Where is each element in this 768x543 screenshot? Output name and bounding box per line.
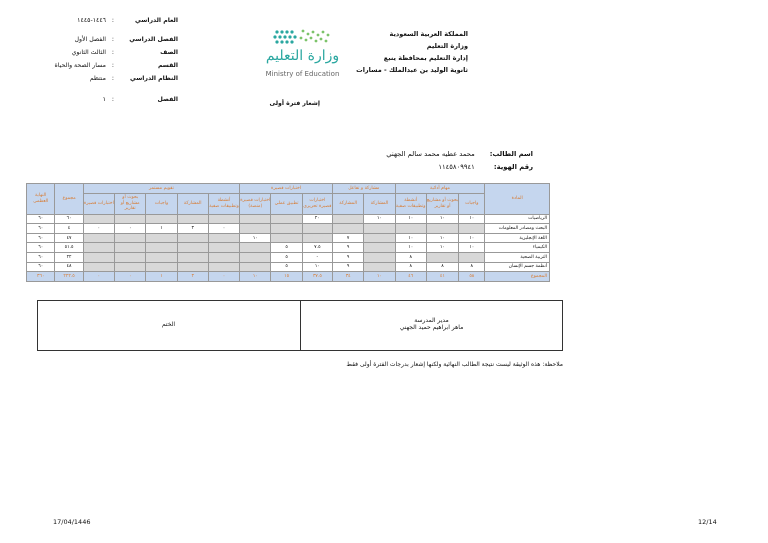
grade-cell xyxy=(364,233,395,243)
grade-cell: ١٠ xyxy=(240,233,271,243)
col-group-header: مشاركة و تفاعل xyxy=(333,184,396,194)
grade-cell: ١٠ xyxy=(426,243,458,253)
print-date: 17/04/1446 xyxy=(53,518,91,526)
info-colon: : xyxy=(111,49,114,56)
total-cell: ٠ xyxy=(83,272,114,282)
grade-cell xyxy=(83,262,114,272)
grade-cell: ٤٨ xyxy=(55,262,83,272)
col-group-header: اختبارات قصيرة xyxy=(240,184,333,194)
info-colon: : xyxy=(111,36,114,43)
grade-cell: ٨ xyxy=(395,262,426,272)
subject-cell: الكيمياء xyxy=(485,243,550,253)
grade-cell xyxy=(364,224,395,234)
table-row xyxy=(27,224,550,234)
student-id-label: رقم الهوية: xyxy=(493,163,533,171)
grade-cell: ٥١.٥ xyxy=(55,243,83,253)
total-cell: ٣٦٠ xyxy=(27,272,55,282)
grade-cell xyxy=(115,214,146,224)
school-line: ثانوية الوليد بن عبدالملك - مسارات xyxy=(356,66,468,74)
grade-cell xyxy=(208,233,239,243)
grade-cell: ٨ xyxy=(459,262,485,272)
subject-cell: اللغة الإنجليزية xyxy=(485,233,550,243)
academic-info-row xyxy=(58,33,178,46)
col-total: مجموع xyxy=(55,184,83,215)
grade-cell xyxy=(426,224,458,234)
grade-cell: ٩ xyxy=(333,243,364,253)
grade-cell: ١٠ xyxy=(459,214,485,224)
info-value: مسار الصحة والحياة xyxy=(54,62,106,69)
stamp-label: الختم xyxy=(161,321,176,328)
grade-cell: ٦٠ xyxy=(27,233,55,243)
grade-cell: ٦٠ xyxy=(27,214,55,224)
grade-cell xyxy=(333,214,364,224)
col-sub-header: بحوث أو مشاريع أو تقارير xyxy=(426,193,458,214)
grade-cell: ٧.٥ xyxy=(302,243,332,253)
grade-cell xyxy=(115,262,146,272)
principal-cell xyxy=(300,301,562,350)
grade-cell: ٧ xyxy=(333,233,364,243)
grade-cell xyxy=(146,214,177,224)
grade-cell: ٩ xyxy=(333,252,364,262)
grade-cell xyxy=(208,252,239,262)
academic-info xyxy=(54,14,178,106)
grade-cell xyxy=(208,214,239,224)
grade-cell: ١٠ xyxy=(426,214,458,224)
grade-cell: ٢٢ xyxy=(55,252,83,262)
col-sub-header: المشاركة xyxy=(177,193,208,214)
total-cell: ٢٢٢.٥ xyxy=(55,272,83,282)
grade-cell xyxy=(177,243,208,253)
academic-info-row xyxy=(54,59,178,72)
principal-title: مدير المدرسة xyxy=(414,317,449,324)
info-label: الصف xyxy=(160,49,178,56)
info-value: الفصل الأول xyxy=(74,36,106,43)
grade-cell xyxy=(83,252,114,262)
info-label: العام الدراسي xyxy=(135,17,178,24)
col-group-header: تقويم مستمر xyxy=(83,184,239,194)
signature-box xyxy=(37,300,563,351)
info-label: النظام الدراسي xyxy=(129,75,178,82)
info-colon: : xyxy=(111,62,114,69)
student-name-label: اسم الطالب: xyxy=(489,150,533,158)
grade-cell xyxy=(83,233,114,243)
grade-cell: ٤ xyxy=(55,224,83,234)
info-colon: : xyxy=(111,96,114,103)
grade-cell xyxy=(115,252,146,262)
subject-cell: الرياضيات xyxy=(485,214,550,224)
col-sub-header: أنشطة وتطبيقات صفية xyxy=(395,193,426,214)
grade-cell: ١٠ xyxy=(395,214,426,224)
info-colon: : xyxy=(111,75,114,82)
grade-cell: ٨ xyxy=(426,262,458,272)
col-sub-header: واجبات xyxy=(459,193,485,214)
grade-cell xyxy=(364,262,395,272)
col-sub-header: اختبارات قصيرة تحريري xyxy=(302,193,332,214)
grade-cell: ٨ xyxy=(395,252,426,262)
ministry-line: وزارة التعليم xyxy=(426,42,468,50)
grade-cell xyxy=(240,214,271,224)
grade-cell: ٢٠ xyxy=(302,214,332,224)
grade-cell xyxy=(364,252,395,262)
grade-cell: ١٠ xyxy=(364,214,395,224)
info-value: ١٤٤٦-١٤٤٥ xyxy=(77,17,106,24)
grade-cell xyxy=(271,233,302,243)
total-cell: ٣ xyxy=(177,272,208,282)
total-cell: ٠ xyxy=(115,272,146,282)
table-row xyxy=(27,262,550,272)
grade-cell: ١٠ xyxy=(426,233,458,243)
grade-cell xyxy=(146,233,177,243)
grade-cell xyxy=(208,262,239,272)
total-cell: ٠ xyxy=(208,272,239,282)
grade-cell: - xyxy=(302,252,332,262)
ministry-logo xyxy=(255,26,350,86)
grade-cell: ٥ xyxy=(271,243,302,253)
col-sub-header: تطبيق عملي xyxy=(271,193,302,214)
principal-name: ماهر ابراهيم حميد الجهني xyxy=(399,324,464,331)
academic-info-row xyxy=(58,14,178,27)
grade-cell xyxy=(115,243,146,253)
grade-cell xyxy=(240,252,271,262)
grades-table xyxy=(26,183,550,282)
grade-cell: ٥ xyxy=(271,262,302,272)
report-title: إشعار فترة أولى xyxy=(269,100,320,107)
grade-cell: ١٠ xyxy=(395,243,426,253)
logo-arabic-text: وزارة التعليم xyxy=(265,48,340,64)
grade-cell xyxy=(146,262,177,272)
academic-info-row xyxy=(58,93,178,106)
total-label: المجموع xyxy=(485,272,550,282)
total-cell: ١ xyxy=(146,272,177,282)
grade-cell xyxy=(333,224,364,234)
total-cell: ٣٧.٥ xyxy=(302,272,332,282)
info-value: الثالث الثانوي xyxy=(71,49,106,56)
total-cell: ١٠ xyxy=(240,272,271,282)
col-sub-header: المشاركة xyxy=(333,193,364,214)
table-row xyxy=(27,252,550,262)
grade-cell xyxy=(395,224,426,234)
student-id-value: ١١٤٥٨٠٩٩٤١ xyxy=(438,163,475,171)
student-info xyxy=(386,148,533,174)
grade-cell: ٩ xyxy=(333,262,364,272)
total-cell: ٣٤ xyxy=(333,272,364,282)
grade-cell: ٤٧ xyxy=(55,233,83,243)
logo-english-text: Ministry of Education xyxy=(265,70,340,78)
grade-cell xyxy=(240,243,271,253)
grade-cell xyxy=(115,233,146,243)
grade-cell xyxy=(177,252,208,262)
grade-cell xyxy=(83,214,114,224)
table-row xyxy=(27,233,550,243)
grade-cell: ٦٠ xyxy=(27,224,55,234)
grade-cell: ١٠ xyxy=(459,233,485,243)
grade-cell xyxy=(177,214,208,224)
grade-cell: ٥ xyxy=(271,252,302,262)
grade-cell xyxy=(271,224,302,234)
grade-cell: ١٠ xyxy=(459,243,485,253)
grade-cell xyxy=(177,233,208,243)
info-colon: : xyxy=(111,17,114,24)
grade-cell: ١٠ xyxy=(302,262,332,272)
table-row xyxy=(27,214,550,224)
total-row xyxy=(27,272,550,282)
grade-cell xyxy=(177,262,208,272)
grade-cell: ٠ xyxy=(115,224,146,234)
total-cell: ١٥ xyxy=(271,272,302,282)
directorate-line: إدارة التعليم بمحافظة ينبع xyxy=(383,54,468,62)
grade-cell xyxy=(83,243,114,253)
grade-cell xyxy=(364,243,395,253)
grade-cell xyxy=(146,252,177,262)
grade-cell xyxy=(271,214,302,224)
info-value: منتظم xyxy=(89,75,106,82)
grade-cell: ٦٠ xyxy=(27,243,55,253)
col-sub-header: اختبارات قصيرة (منصة) xyxy=(240,193,271,214)
page-number: 12/14 xyxy=(698,518,717,526)
grade-cell xyxy=(459,252,485,262)
subject-cell: البحث ومصادر المعلومات xyxy=(485,224,550,234)
grade-cell xyxy=(459,224,485,234)
total-cell: ١٠ xyxy=(364,272,395,282)
col-sub-header: أنشطة وتطبيقات صفية xyxy=(208,193,239,214)
stamp-cell xyxy=(38,301,299,350)
total-cell: ٤١ xyxy=(426,272,458,282)
academic-info-row xyxy=(58,72,178,85)
grade-cell xyxy=(146,243,177,253)
grade-cell: ٦٠ xyxy=(27,262,55,272)
col-sub-header: واجبات xyxy=(146,193,177,214)
total-cell: ٥٨ xyxy=(459,272,485,282)
grade-cell xyxy=(302,233,332,243)
grade-cell: ١٠ xyxy=(395,233,426,243)
grade-cell xyxy=(240,224,271,234)
grade-cell xyxy=(208,243,239,253)
grade-cell: ٣ xyxy=(177,224,208,234)
col-sub-header: اختبارات قصيرة xyxy=(83,193,114,214)
col-sub-header: المشاركة xyxy=(364,193,395,214)
col-sub-header: بحوث أو مشاريع أو تقارير xyxy=(115,193,146,214)
total-cell: ٤٦ xyxy=(395,272,426,282)
subject-cell: التربية الصحية xyxy=(485,252,550,262)
grade-cell xyxy=(302,224,332,234)
info-label: القسم xyxy=(157,62,178,69)
info-label: الفصل xyxy=(157,96,178,103)
col-subject: المادة xyxy=(485,184,550,215)
table-row xyxy=(27,243,550,253)
col-max: النهاية العظمى xyxy=(27,184,55,215)
grade-cell xyxy=(240,262,271,272)
logo-dots-icon xyxy=(255,26,350,48)
grade-cell: ٠ xyxy=(208,224,239,234)
info-value: ١ xyxy=(102,96,106,103)
disclaimer-note: ملاحظة: هذه الوثيقة ليست نتيجة الطالب النهائية ولكنها إشعار بدرجات الفترة أولى فقط xyxy=(346,361,563,368)
grade-cell: ٠ xyxy=(83,224,114,234)
academic-info-row xyxy=(58,46,178,59)
grade-cell: ٦٠ xyxy=(55,214,83,224)
grade-cell xyxy=(426,252,458,262)
grade-cell: ١ xyxy=(146,224,177,234)
student-name-value: محمد عطيه محمد سالم الجهني xyxy=(386,150,475,158)
grade-cell: ٦٠ xyxy=(27,252,55,262)
col-group-header: مهام أدائية xyxy=(395,184,485,194)
country-line: المملكة العربية السعودية xyxy=(389,30,468,38)
info-label: الفصل الدراسي xyxy=(129,36,178,43)
subject-cell: أنظمة جسم الإنسان xyxy=(485,262,550,272)
